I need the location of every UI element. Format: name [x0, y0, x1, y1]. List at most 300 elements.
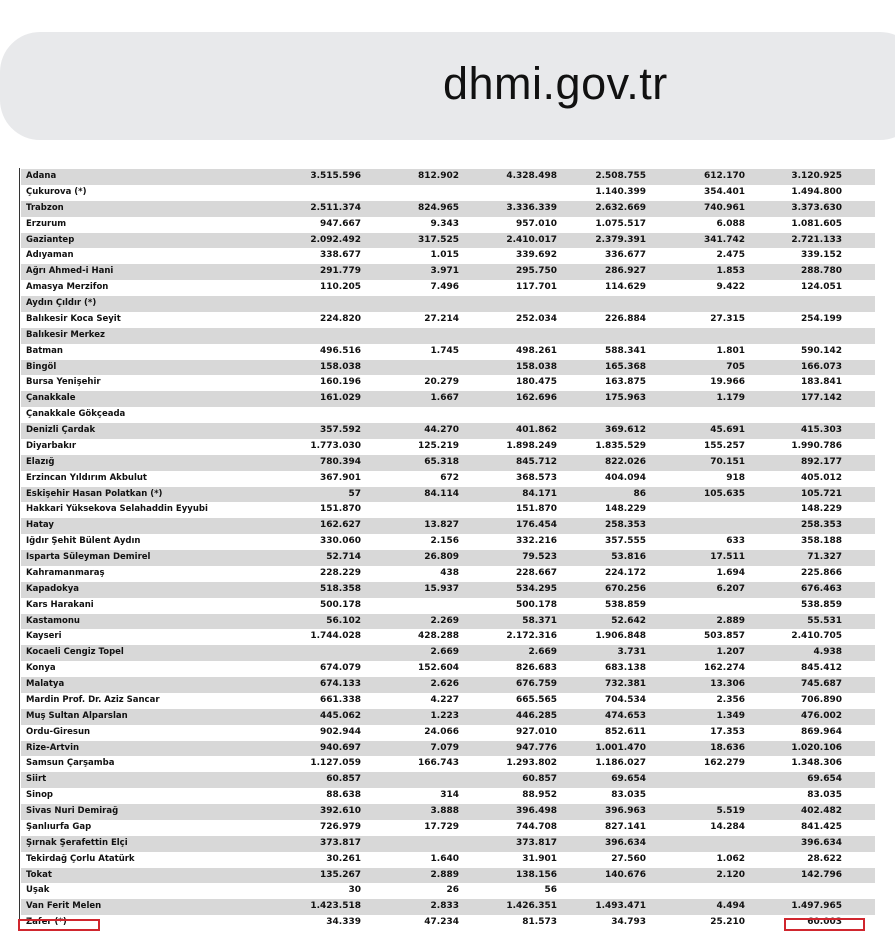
value-cell-6: 676.463	[745, 582, 842, 598]
value-cell-2: 4.227	[361, 693, 459, 709]
value-cell-2	[361, 296, 459, 312]
value-cell-1: 162.627	[278, 518, 361, 534]
value-cell-5: 341.742	[646, 233, 745, 249]
value-cell-5: 918	[646, 471, 745, 487]
value-cell-6: 845.412	[745, 661, 842, 677]
airport-name-cell: Siirt	[21, 772, 278, 788]
airport-name-cell: Tekirdağ Çorlu Atatürk	[21, 852, 278, 868]
value-cell-6: 71.327	[745, 550, 842, 566]
value-cell-4: 27.560	[557, 852, 646, 868]
airport-name-cell: Erzincan Yıldırım Akbulut	[21, 471, 278, 487]
value-cell-5: 25.210	[646, 915, 745, 931]
value-cell-3: 56	[459, 883, 557, 899]
value-cell-4: 114.629	[557, 280, 646, 296]
value-cell-5	[646, 772, 745, 788]
value-cell-2: 152.604	[361, 661, 459, 677]
table-row	[21, 217, 875, 233]
value-cell-4: 226.884	[557, 312, 646, 328]
row-trailing-pad	[842, 693, 875, 709]
table-row	[21, 550, 875, 566]
table-row	[21, 169, 875, 185]
airport-name-cell: Ağrı Ahmed-i Hani	[21, 264, 278, 280]
value-cell-1: 726.979	[278, 820, 361, 836]
value-cell-4: 1.001.470	[557, 741, 646, 757]
value-cell-4: 670.256	[557, 582, 646, 598]
value-cell-4: 165.368	[557, 360, 646, 376]
value-cell-2: 166.743	[361, 756, 459, 772]
value-cell-3: 60.857	[459, 772, 557, 788]
browser-top-bar	[0, 0, 895, 160]
value-cell-2	[361, 185, 459, 201]
table-row	[21, 439, 875, 455]
row-trailing-pad	[842, 375, 875, 391]
value-cell-1: 135.267	[278, 868, 361, 884]
value-cell-4: 1.186.027	[557, 756, 646, 772]
value-cell-3: 1.426.351	[459, 899, 557, 915]
airport-name-cell: Diyarbakır	[21, 439, 278, 455]
value-cell-6: 183.841	[745, 375, 842, 391]
value-cell-1: 30.261	[278, 852, 361, 868]
value-cell-2: 84.114	[361, 487, 459, 503]
value-cell-5: 17.353	[646, 725, 745, 741]
value-cell-5: 705	[646, 360, 745, 376]
row-trailing-pad	[842, 471, 875, 487]
value-cell-3: 81.573	[459, 915, 557, 931]
table-row	[21, 248, 875, 264]
value-cell-2: 2.669	[361, 645, 459, 661]
airport-name-cell: Sivas Nuri Demirağ	[21, 804, 278, 820]
value-cell-1: 110.205	[278, 280, 361, 296]
table-row	[21, 296, 875, 312]
value-cell-5: 14.284	[646, 820, 745, 836]
value-cell-3	[459, 407, 557, 423]
value-cell-3: 446.285	[459, 709, 557, 725]
airport-name-cell: Isparta Süleyman Demirel	[21, 550, 278, 566]
airport-name-cell: Gaziantep	[21, 233, 278, 249]
value-cell-6: 1.020.106	[745, 741, 842, 757]
value-cell-1: 445.062	[278, 709, 361, 725]
value-cell-3: 665.565	[459, 693, 557, 709]
value-cell-2: 824.965	[361, 201, 459, 217]
value-cell-6: 2.721.133	[745, 233, 842, 249]
value-cell-6: 892.177	[745, 455, 842, 471]
row-trailing-pad	[842, 296, 875, 312]
value-cell-6: 706.890	[745, 693, 842, 709]
value-cell-4: 2.632.669	[557, 201, 646, 217]
value-cell-6: 258.353	[745, 518, 842, 534]
value-cell-5: 2.889	[646, 614, 745, 630]
value-cell-4: 224.172	[557, 566, 646, 582]
value-cell-2: 1.667	[361, 391, 459, 407]
value-cell-3: 117.701	[459, 280, 557, 296]
airport-name-cell: Tokat	[21, 868, 278, 884]
value-cell-3: 947.776	[459, 741, 557, 757]
table-row	[21, 375, 875, 391]
highlight-box-zafer-label	[18, 919, 100, 931]
value-cell-2: 24.066	[361, 725, 459, 741]
value-cell-5: 2.356	[646, 693, 745, 709]
value-cell-3: 79.523	[459, 550, 557, 566]
table-row	[21, 725, 875, 741]
row-trailing-pad	[842, 407, 875, 423]
value-cell-1: 88.638	[278, 788, 361, 804]
table-row	[21, 820, 875, 836]
value-cell-1: 52.714	[278, 550, 361, 566]
value-cell-3	[459, 185, 557, 201]
row-trailing-pad	[842, 550, 875, 566]
table-row	[21, 185, 875, 201]
airport-name-cell: Çanakkale	[21, 391, 278, 407]
value-cell-4: 336.677	[557, 248, 646, 264]
value-cell-6: 358.188	[745, 534, 842, 550]
value-cell-3: 845.712	[459, 455, 557, 471]
value-cell-5: 1.694	[646, 566, 745, 582]
value-cell-5	[646, 502, 745, 518]
value-cell-6: 590.142	[745, 344, 842, 360]
value-cell-2: 672	[361, 471, 459, 487]
value-cell-1	[278, 185, 361, 201]
value-cell-5: 27.315	[646, 312, 745, 328]
value-cell-5: 1.801	[646, 344, 745, 360]
airport-name-cell: Kayseri	[21, 629, 278, 645]
value-cell-4: 86	[557, 487, 646, 503]
value-cell-4: 404.094	[557, 471, 646, 487]
value-cell-2: 125.219	[361, 439, 459, 455]
row-trailing-pad	[842, 772, 875, 788]
value-cell-3: 88.952	[459, 788, 557, 804]
value-cell-3: 500.178	[459, 598, 557, 614]
table-row	[21, 487, 875, 503]
value-cell-4: 34.793	[557, 915, 646, 931]
value-cell-6	[745, 328, 842, 344]
value-cell-6: 476.002	[745, 709, 842, 725]
table-row	[21, 645, 875, 661]
row-trailing-pad	[842, 741, 875, 757]
value-cell-6	[745, 296, 842, 312]
table-row	[21, 677, 875, 693]
value-cell-5	[646, 598, 745, 614]
table-row	[21, 883, 875, 899]
table-row	[21, 756, 875, 772]
value-cell-2	[361, 502, 459, 518]
row-trailing-pad	[842, 836, 875, 852]
value-cell-6: 288.780	[745, 264, 842, 280]
value-cell-6: 254.199	[745, 312, 842, 328]
value-cell-6: 166.073	[745, 360, 842, 376]
value-cell-2: 2.833	[361, 899, 459, 915]
value-cell-3: 957.010	[459, 217, 557, 233]
row-trailing-pad	[842, 534, 875, 550]
value-cell-3: 498.261	[459, 344, 557, 360]
value-cell-4: 2.508.755	[557, 169, 646, 185]
value-cell-1: 392.610	[278, 804, 361, 820]
value-cell-2: 2.889	[361, 868, 459, 884]
row-trailing-pad	[842, 217, 875, 233]
value-cell-4: 3.731	[557, 645, 646, 661]
table-row	[21, 741, 875, 757]
value-cell-5: 9.422	[646, 280, 745, 296]
table-row	[21, 836, 875, 852]
value-cell-6	[745, 407, 842, 423]
value-cell-6: 177.142	[745, 391, 842, 407]
value-cell-4	[557, 328, 646, 344]
row-trailing-pad	[842, 248, 875, 264]
value-cell-4: 396.634	[557, 836, 646, 852]
url-text[interactable]: dhmi.gov.tr	[443, 58, 668, 109]
value-cell-2: 438	[361, 566, 459, 582]
airport-name-cell: Zafer (*)	[21, 915, 278, 931]
value-cell-1: 674.133	[278, 677, 361, 693]
value-cell-5: 13.306	[646, 677, 745, 693]
table-row	[21, 344, 875, 360]
value-cell-2: 17.729	[361, 820, 459, 836]
table-row	[21, 598, 875, 614]
value-cell-6: 745.687	[745, 677, 842, 693]
value-cell-4: 53.816	[557, 550, 646, 566]
value-cell-1: 56.102	[278, 614, 361, 630]
value-cell-3: 332.216	[459, 534, 557, 550]
row-trailing-pad	[842, 201, 875, 217]
table-row	[21, 502, 875, 518]
value-cell-1: 228.229	[278, 566, 361, 582]
row-trailing-pad	[842, 487, 875, 503]
value-cell-3: 138.156	[459, 868, 557, 884]
value-cell-1: 338.677	[278, 248, 361, 264]
airport-name-cell: Eskişehir Hasan Polatkan (*)	[21, 487, 278, 503]
value-cell-2: 44.270	[361, 423, 459, 439]
row-trailing-pad	[842, 502, 875, 518]
airport-name-cell: Sinop	[21, 788, 278, 804]
value-cell-5: 2.475	[646, 248, 745, 264]
value-cell-6: 4.938	[745, 645, 842, 661]
value-cell-2: 428.288	[361, 629, 459, 645]
value-cell-4: 827.141	[557, 820, 646, 836]
row-trailing-pad	[842, 756, 875, 772]
value-cell-4	[557, 407, 646, 423]
value-cell-3: 826.683	[459, 661, 557, 677]
row-trailing-pad	[842, 883, 875, 899]
value-cell-4: 286.927	[557, 264, 646, 280]
table-row	[21, 852, 875, 868]
value-cell-5	[646, 328, 745, 344]
value-cell-1: 158.038	[278, 360, 361, 376]
value-cell-1: 357.592	[278, 423, 361, 439]
airport-name-cell: Erzurum	[21, 217, 278, 233]
value-cell-5: 18.636	[646, 741, 745, 757]
airport-name-cell: Bursa Yenişehir	[21, 375, 278, 391]
table-row	[21, 788, 875, 804]
value-cell-5: 503.857	[646, 629, 745, 645]
value-cell-3	[459, 296, 557, 312]
value-cell-2: 1.640	[361, 852, 459, 868]
value-cell-5	[646, 883, 745, 899]
value-cell-5: 5.519	[646, 804, 745, 820]
value-cell-2	[361, 836, 459, 852]
airport-name-cell: Iğdır Şehit Bülent Aydın	[21, 534, 278, 550]
value-cell-5: 105.635	[646, 487, 745, 503]
airport-name-cell: Kars Harakani	[21, 598, 278, 614]
value-cell-6: 405.012	[745, 471, 842, 487]
value-cell-6: 538.859	[745, 598, 842, 614]
value-cell-5	[646, 296, 745, 312]
value-cell-4: 732.381	[557, 677, 646, 693]
value-cell-6: 69.654	[745, 772, 842, 788]
value-cell-1: 367.901	[278, 471, 361, 487]
value-cell-2: 3.888	[361, 804, 459, 820]
value-cell-4: 369.612	[557, 423, 646, 439]
value-cell-1: 902.944	[278, 725, 361, 741]
value-cell-4: 474.653	[557, 709, 646, 725]
value-cell-5: 17.511	[646, 550, 745, 566]
value-cell-5	[646, 836, 745, 852]
value-cell-1: 2.511.374	[278, 201, 361, 217]
row-trailing-pad	[842, 598, 875, 614]
airport-name-cell: Şanlıurfa Gap	[21, 820, 278, 836]
value-cell-6: 225.866	[745, 566, 842, 582]
value-cell-2: 812.902	[361, 169, 459, 185]
value-cell-6: 396.634	[745, 836, 842, 852]
value-cell-2: 27.214	[361, 312, 459, 328]
airport-name-cell: Balıkesir Merkez	[21, 328, 278, 344]
value-cell-4: 683.138	[557, 661, 646, 677]
value-cell-1	[278, 645, 361, 661]
value-cell-6: 55.531	[745, 614, 842, 630]
value-cell-4: 396.963	[557, 804, 646, 820]
table-row	[21, 661, 875, 677]
row-trailing-pad	[842, 264, 875, 280]
row-trailing-pad	[842, 788, 875, 804]
value-cell-5: 2.120	[646, 868, 745, 884]
value-cell-6: 2.410.705	[745, 629, 842, 645]
value-cell-5: 633	[646, 534, 745, 550]
value-cell-5: 6.207	[646, 582, 745, 598]
value-cell-5: 4.494	[646, 899, 745, 915]
value-cell-3: 31.901	[459, 852, 557, 868]
value-cell-1	[278, 296, 361, 312]
value-cell-3: 176.454	[459, 518, 557, 534]
value-cell-3: 927.010	[459, 725, 557, 741]
table-row	[21, 328, 875, 344]
value-cell-2	[361, 328, 459, 344]
value-cell-5: 155.257	[646, 439, 745, 455]
value-cell-6	[745, 883, 842, 899]
passenger-table	[21, 169, 875, 931]
value-cell-6: 142.796	[745, 868, 842, 884]
airport-name-cell: Trabzon	[21, 201, 278, 217]
value-cell-5: 1.853	[646, 264, 745, 280]
table-row	[21, 360, 875, 376]
value-cell-6: 1.348.306	[745, 756, 842, 772]
airport-name-cell: Şırnak Şerafettin Elçi	[21, 836, 278, 852]
airport-name-cell: Uşak	[21, 883, 278, 899]
value-cell-3: 4.328.498	[459, 169, 557, 185]
value-cell-2: 2.269	[361, 614, 459, 630]
value-cell-5: 354.401	[646, 185, 745, 201]
row-trailing-pad	[842, 804, 875, 820]
value-cell-5: 6.088	[646, 217, 745, 233]
value-cell-4: 258.353	[557, 518, 646, 534]
value-cell-2: 15.937	[361, 582, 459, 598]
row-trailing-pad	[842, 852, 875, 868]
value-cell-5: 1.179	[646, 391, 745, 407]
value-cell-4: 2.379.391	[557, 233, 646, 249]
airport-name-cell: Çukurova (*)	[21, 185, 278, 201]
value-cell-2: 1.223	[361, 709, 459, 725]
value-cell-1: 496.516	[278, 344, 361, 360]
value-cell-3	[459, 328, 557, 344]
row-trailing-pad	[842, 677, 875, 693]
value-cell-6: 60.003	[745, 915, 842, 931]
row-trailing-pad	[842, 455, 875, 471]
value-cell-5	[646, 407, 745, 423]
table-row	[21, 629, 875, 645]
row-trailing-pad	[842, 868, 875, 884]
value-cell-3: 58.371	[459, 614, 557, 630]
row-trailing-pad	[842, 344, 875, 360]
table-row	[21, 614, 875, 630]
value-cell-1: 2.092.492	[278, 233, 361, 249]
value-cell-6: 3.120.925	[745, 169, 842, 185]
table-row	[21, 280, 875, 296]
value-cell-3: 339.692	[459, 248, 557, 264]
row-trailing-pad	[842, 725, 875, 741]
table-row	[21, 693, 875, 709]
table-row	[21, 566, 875, 582]
value-cell-2: 7.496	[361, 280, 459, 296]
airport-name-cell: Kahramanmaraş	[21, 566, 278, 582]
value-cell-2	[361, 772, 459, 788]
value-cell-4: 822.026	[557, 455, 646, 471]
value-cell-5: 19.966	[646, 375, 745, 391]
value-cell-2: 26.809	[361, 550, 459, 566]
table-body	[21, 169, 875, 931]
value-cell-1: 151.870	[278, 502, 361, 518]
value-cell-4: 588.341	[557, 344, 646, 360]
row-trailing-pad	[842, 169, 875, 185]
value-cell-6: 869.964	[745, 725, 842, 741]
airport-name-cell: Amasya Merzifon	[21, 280, 278, 296]
value-cell-1	[278, 328, 361, 344]
value-cell-4: 175.963	[557, 391, 646, 407]
value-cell-2: 317.525	[361, 233, 459, 249]
value-cell-5: 1.349	[646, 709, 745, 725]
table-row	[21, 915, 875, 931]
value-cell-1: 161.029	[278, 391, 361, 407]
value-cell-6: 1.081.605	[745, 217, 842, 233]
airport-name-cell: Mardin Prof. Dr. Aziz Sancar	[21, 693, 278, 709]
value-cell-2: 13.827	[361, 518, 459, 534]
table-row	[21, 312, 875, 328]
value-cell-6: 83.035	[745, 788, 842, 804]
airport-name-cell: Samsun Çarşamba	[21, 756, 278, 772]
value-cell-2: 1.745	[361, 344, 459, 360]
table-left-border	[19, 168, 20, 931]
value-cell-4: 69.654	[557, 772, 646, 788]
value-cell-1: 60.857	[278, 772, 361, 788]
row-trailing-pad	[842, 614, 875, 630]
value-cell-4: 1.075.517	[557, 217, 646, 233]
value-cell-5: 740.961	[646, 201, 745, 217]
row-trailing-pad	[842, 629, 875, 645]
value-cell-1: 30	[278, 883, 361, 899]
table-row	[21, 868, 875, 884]
value-cell-1: 224.820	[278, 312, 361, 328]
value-cell-1: 57	[278, 487, 361, 503]
table-row	[21, 772, 875, 788]
value-cell-4: 1.493.471	[557, 899, 646, 915]
value-cell-3: 1.293.802	[459, 756, 557, 772]
value-cell-2	[361, 598, 459, 614]
